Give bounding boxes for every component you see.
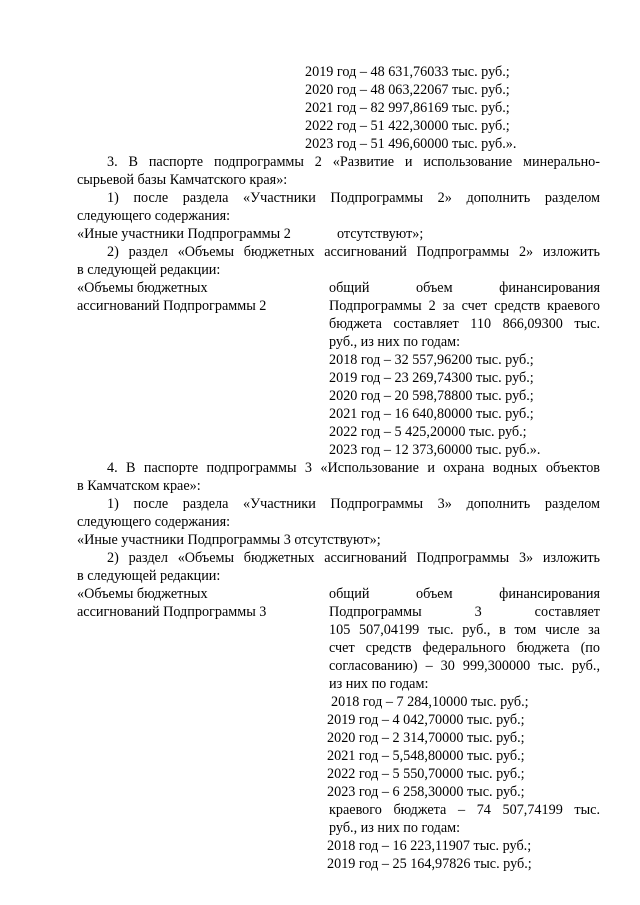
year-line: 2020 год – 48 063,22067 тыс. руб.; xyxy=(305,82,510,98)
item4-table-right-line: согласованию) – 30 999,300000 тыс. руб., xyxy=(329,658,600,674)
item3-sub2-line2: в следующей редакции: xyxy=(77,262,221,278)
year-line: 2022 год – 5 425,20000 тыс. руб.; xyxy=(329,424,527,440)
year-line: 2023 год – 6 258,30000 тыс. руб.; xyxy=(327,784,525,800)
year-line: 2023 год – 51 496,60000 тыс. руб.». xyxy=(305,136,517,152)
item3-table-left-line2: ассигнований Подпрограммы 2 xyxy=(77,298,267,314)
item4-sub1-line2: следующего содержания: xyxy=(77,514,231,530)
item4-sub1-line1: 1) после раздела «Участники Подпрограммы 3» дополнить разделом xyxy=(107,496,600,512)
item4-regional-line: краевого бюджета – 74 507,74199 тыс. xyxy=(329,802,600,818)
item4-heading-line1: 4. В паспорте подпрограммы 3 «Использование и охрана водных объектов xyxy=(107,460,600,476)
year-line: 2020 год – 20 598,78800 тыс. руб.; xyxy=(329,388,534,404)
item4-table-left-line2: ассигнований Подпрограммы 3 xyxy=(77,604,267,620)
item4-sub2-line2: в следующей редакции: xyxy=(77,568,221,584)
item3-heading-line2: сырьевой базы Камчатского края»: xyxy=(77,172,288,188)
year-line: 2021 год – 82 997,86169 тыс. руб.; xyxy=(305,100,510,116)
year-line: 2019 год – 25 164,97826 тыс. руб.; xyxy=(327,856,532,872)
year-line: 2019 год – 23 269,74300 тыс. руб.; xyxy=(329,370,534,386)
item3-table-right-line: общий объем финансирования xyxy=(329,280,600,296)
item3-table-right-line: Подпрограммы 2 за счет средств краевого xyxy=(329,298,600,314)
year-line: 2019 год – 4 042,70000 тыс. руб.; xyxy=(327,712,525,728)
year-line: 2019 год – 48 631,76033 тыс. руб.; xyxy=(305,64,510,80)
year-line: 2023 год – 12 373,60000 тыс. руб.». xyxy=(329,442,541,458)
item4-sub2-line1: 2) раздел «Объемы бюджетных ассигнований Подпрограммы 3» изложить xyxy=(107,550,600,566)
year-line: 2018 год – 32 557,96200 тыс. руб.; xyxy=(329,352,534,368)
year-line: 2021 год – 5,548,80000 тыс. руб.; xyxy=(327,748,525,764)
item4-table-right-line: из них по годам: xyxy=(329,676,429,692)
item4-table-right-line: 105 507,04199 тыс. руб., в том числе за xyxy=(329,622,600,638)
year-line: 2018 год – 16 223,11907 тыс. руб.; xyxy=(327,838,532,854)
item4-table-left-line1: «Объемы бюджетных xyxy=(77,586,208,602)
year-line: 2018 год – 7 284,10000 тыс. руб.; xyxy=(331,694,529,710)
year-line: 2022 год – 51 422,30000 тыс. руб.; xyxy=(305,118,510,134)
item4-table-right-line: Подпрограммы 3 составляет xyxy=(329,604,600,620)
item3-sub2-line1: 2) раздел «Объемы бюджетных ассигнований Подпрограммы 2» изложить xyxy=(107,244,600,260)
item4-table-right-line: счет средств федерального бюджета (по xyxy=(329,640,600,656)
item3-sub1-line2: следующего содержания: xyxy=(77,208,231,224)
year-line: 2022 год – 5 550,70000 тыс. руб.; xyxy=(327,766,525,782)
year-line: 2020 год – 2 314,70000 тыс. руб.; xyxy=(327,730,525,746)
item3-table-right-line: руб., из них по годам: xyxy=(329,334,461,350)
item3-table-left-line1: «Объемы бюджетных xyxy=(77,280,208,296)
item4-heading-line2: в Камчатском крае»: xyxy=(77,478,201,494)
item3-table-right-line: бюджета составляет 110 866,09300 тыс. xyxy=(329,316,600,332)
item4-table-right-line: общий объем финансирования xyxy=(329,586,600,602)
year-line: 2021 год – 16 640,80000 тыс. руб.; xyxy=(329,406,534,422)
item4-regional-line: руб., из них по годам: xyxy=(329,820,461,836)
item3-quote-part1: «Иные участники Подпрограммы 2 xyxy=(77,226,291,242)
item3-quote-part2: отсутствуют»; xyxy=(337,226,424,242)
item4-quote: «Иные участники Подпрограммы 3 отсутствуют»; xyxy=(77,532,381,548)
item3-sub1-line1: 1) после раздела «Участники Подпрограммы 2» дополнить разделом xyxy=(107,190,600,206)
item3-heading-line1: 3. В паспорте подпрограммы 2 «Развитие и использование минерально- xyxy=(107,154,600,170)
